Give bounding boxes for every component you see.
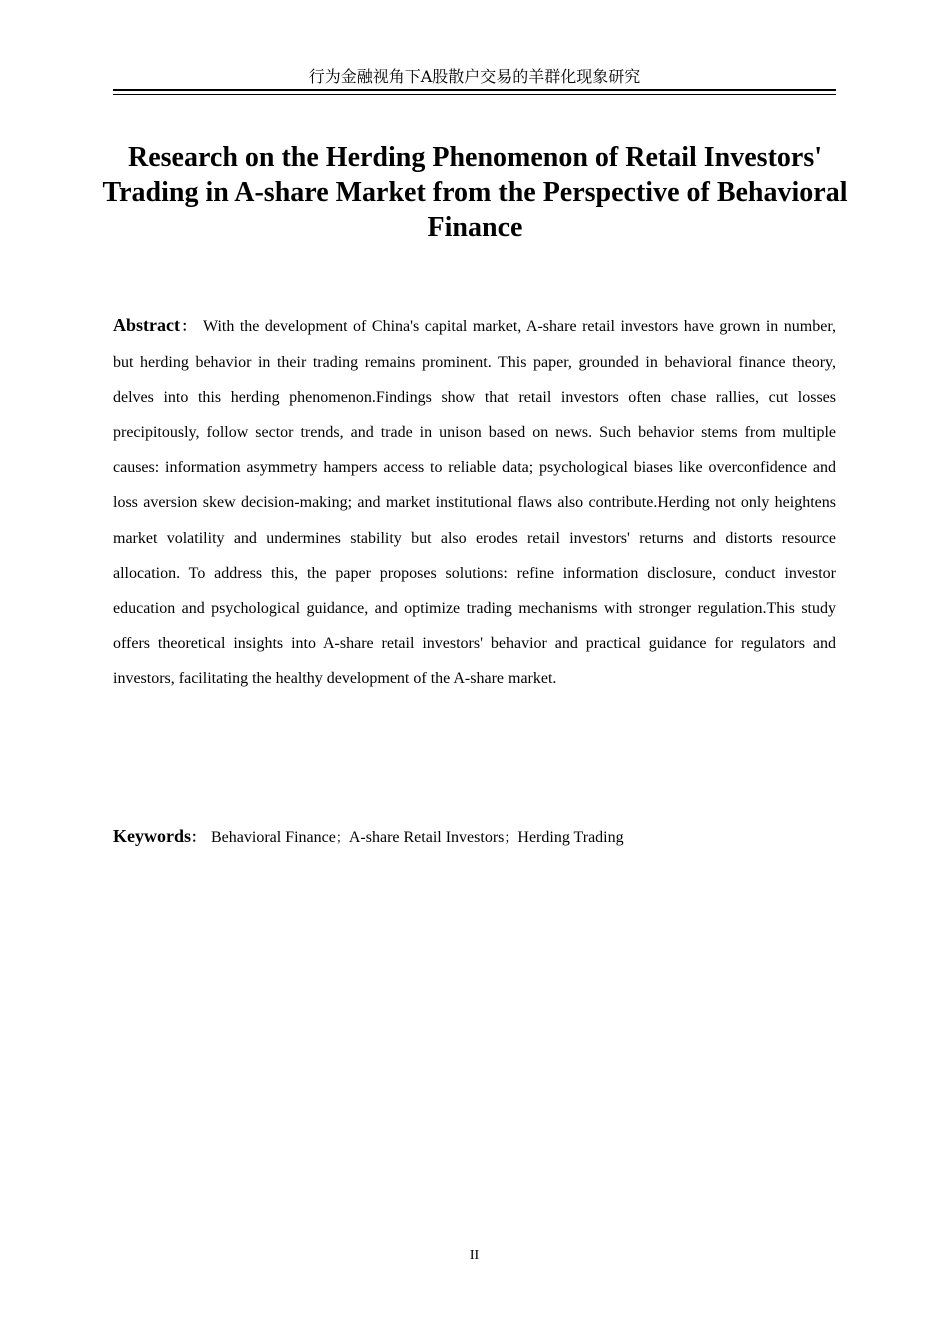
abstract-separator: ： [179,319,197,335]
keyword-item: Behavioral Finance [211,829,336,846]
keywords-section [113,822,836,853]
keywords-separator: ： [191,830,205,846]
running-header: 行为金融视角下A股散户交易的羊群化现象研究 [308,67,641,86]
abstract-text: With the development of China's capital market, A-share retail investors have grown in number, but herding behavior in their trading remains prominent. This paper, grounded in behavioral finance theory, delves into this herding phenomenon.Findings show that retail investors often chase rallies, cut losses precipitously, follow sector trends, and trade in unison based on news. Such behavior stems from multiple causes: information asymmetry hampers access to reliable data; psychological biases like overconfidence and loss aversion skew decision-making; and market institutional flaws also contribute.Herding not only heightens market volatility and undermines stability but also erodes retail investors' returns and distorts resource allocation. To address this, the paper proposes solutions: refine information disclosure, conduct investor education and psychological guidance, and optimize trading mechanisms with stronger regulation.This study offers theoretical insights into A-share retail investors' behavior and practical guidance for regulators and investors, facilitating the healthy development of the A-share market. [113,318,837,687]
keyword-item: A-share Retail Investors [348,829,505,846]
paper-title: Research on the Herding Phenomenon of Retail Investors' Trading in A-share Market from the Perspective of Behavioral Finance [102,142,848,243]
abstract-label: Abstract [113,315,180,335]
abstract-section [113,308,836,696]
keyword-item: Herding Trading [517,829,624,846]
keywords-label: Keywords [113,826,191,846]
header-rule-thick [113,89,836,91]
keyword-separator: ； [504,831,518,846]
keyword-separator: ； [335,831,349,846]
page-number: II [469,1248,480,1263]
header-rule-thin [113,94,836,95]
